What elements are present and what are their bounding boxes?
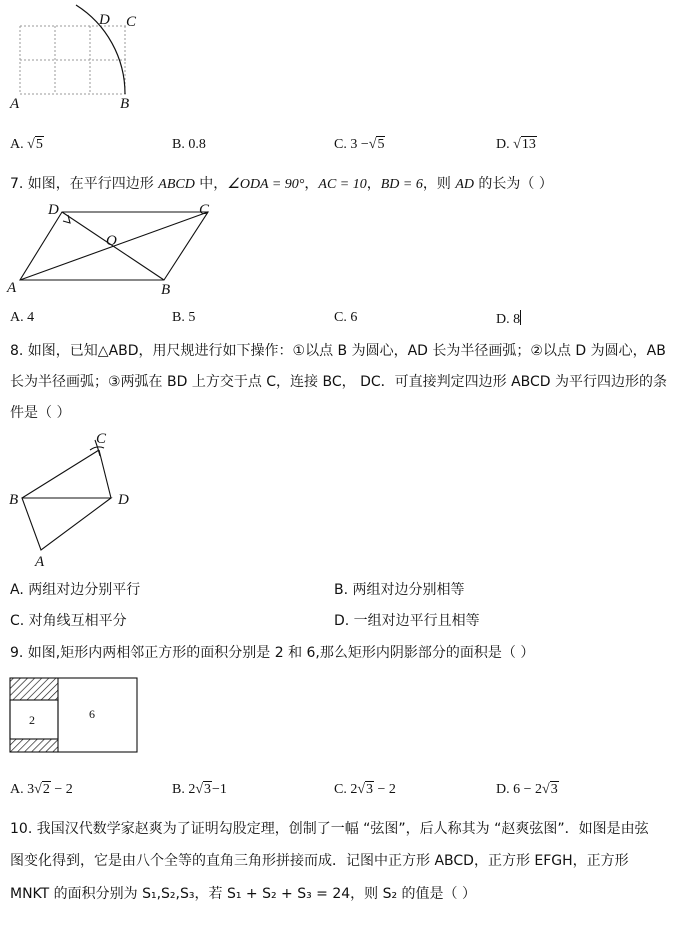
q7-figure bbox=[6, 200, 226, 298]
text-cursor bbox=[520, 310, 521, 325]
q9-option-a[interactable]: A. 3√2 − 2 bbox=[10, 782, 73, 797]
q8-stem-line3: 件是（ ） bbox=[10, 405, 71, 421]
q8-option-b[interactable]: B. 两组对边分别相等 bbox=[334, 582, 465, 598]
q8-label-d: D bbox=[118, 492, 129, 508]
q9-label-6: 6 bbox=[89, 707, 95, 721]
q6-option-a[interactable]: A. √5 bbox=[10, 137, 43, 152]
q9-option-b[interactable]: B. 2√3−1 bbox=[172, 782, 227, 797]
q9-label-2: 2 bbox=[29, 713, 35, 727]
q7-label-o: O bbox=[106, 233, 117, 249]
q9-option-d[interactable]: D. 6 − 2√3 bbox=[496, 782, 558, 797]
q8-label-b: B bbox=[9, 492, 19, 508]
q8-option-c[interactable]: C. 对角线互相平分 bbox=[10, 613, 127, 629]
q6-label-a: A bbox=[10, 96, 20, 112]
q8-option-a[interactable]: A. 两组对边分别平行 bbox=[10, 582, 141, 598]
q7-label-d: D bbox=[48, 202, 59, 218]
q7-label-c: C bbox=[199, 202, 210, 218]
q8-stem-line1: 8. 如图，已知△ABD，用尺规进行如下操作：①以点 B 为圆心，AD 长为半径画弧；②以点 D 为圆心，AB bbox=[10, 343, 666, 359]
q6-label-d: D bbox=[99, 12, 110, 28]
q7-stem: 7. 如图，在平行四边形 ABCD 中，∠ODA = 90°，AC = 10，BD = 6，则 AD 的长为（ ） bbox=[10, 176, 553, 192]
q9-figure bbox=[8, 676, 142, 756]
q7-option-a[interactable]: A. 4 bbox=[10, 310, 35, 325]
q9-option-c[interactable]: C. 2√3 − 2 bbox=[334, 782, 396, 797]
q10-stem-line3: MNKT 的面积分别为 S₁,S₂,S₃，若 S₁ + S₂ + S₃ = 24，则 S₂ 的值是（ ） bbox=[10, 886, 476, 902]
q6-label-c: C bbox=[126, 14, 137, 30]
q6-option-b[interactable]: B. 0.8 bbox=[172, 137, 206, 152]
q6-option-d[interactable]: D. √13 bbox=[496, 137, 536, 152]
q7-label-b: B bbox=[161, 282, 171, 298]
q9-stem: 9. 如图,矩形内两相邻正方形的面积分别是 2 和 6,那么矩形内阴影部分的面积是（ ） bbox=[10, 645, 535, 661]
q7-option-d[interactable]: D. 8 bbox=[496, 312, 521, 327]
q7-label-a: A bbox=[7, 280, 17, 296]
q10-stem-line2: 图变化得到，它是由八个全等的直角三角形拼接而成．记图中正方形 ABCD，正方形 EFGH，正方形 bbox=[10, 853, 629, 869]
q7-option-b[interactable]: B. 5 bbox=[172, 310, 196, 325]
q10-stem-line1: 10. 我国汉代数学家赵爽为了证明勾股定理，创制了一幅 “弦图”，后人称其为 “赵爽弦图”．如图是由弦 bbox=[10, 821, 649, 837]
q6-label-b: B bbox=[120, 96, 130, 112]
q8-label-a: A bbox=[35, 554, 45, 570]
q6-option-c[interactable]: C. 3 −√5 bbox=[334, 137, 385, 152]
q6-figure bbox=[8, 4, 138, 114]
q8-stem-line2: 长为半径画弧；③两弧在 BD 上方交于点 C，连接 BC， DC．可直接判定四边形 ABCD 为平行四边形的条 bbox=[10, 374, 668, 390]
q8-label-c: C bbox=[96, 431, 107, 447]
q8-figure bbox=[8, 428, 138, 570]
q7-option-c[interactable]: C. 6 bbox=[334, 310, 358, 325]
q8-option-d[interactable]: D. 一组对边平行且相等 bbox=[334, 613, 480, 629]
